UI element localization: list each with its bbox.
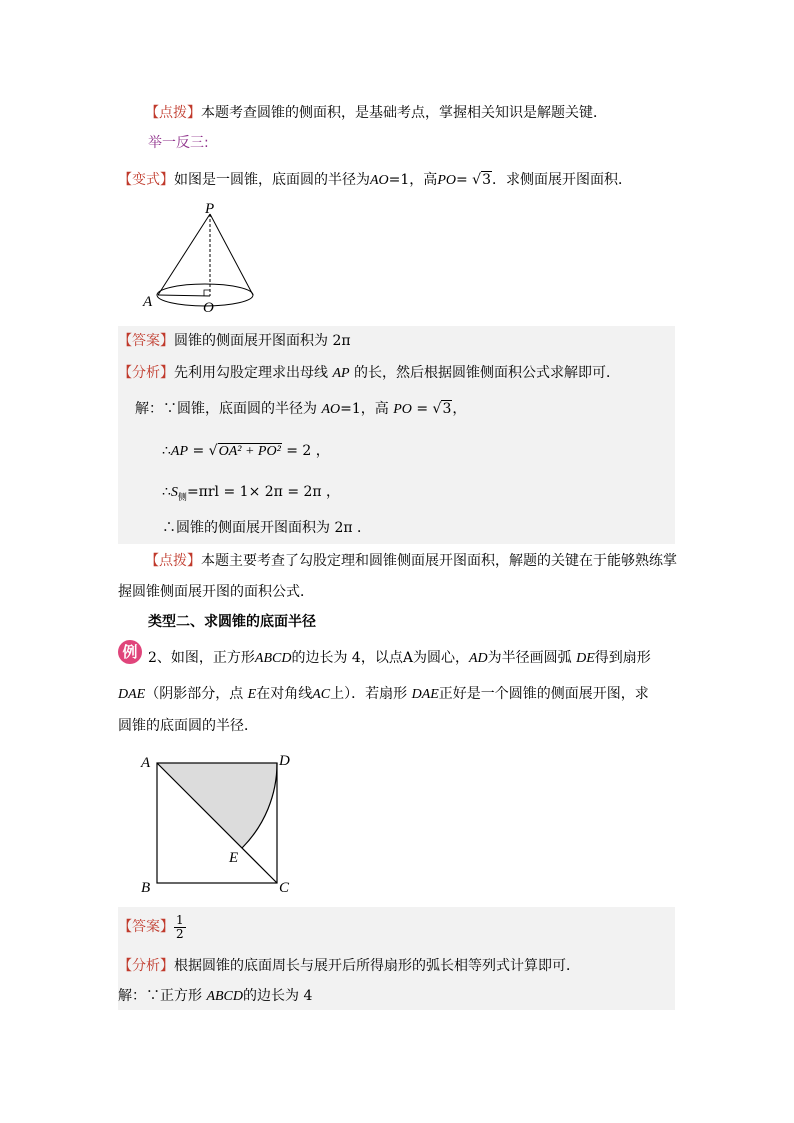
sol1-therefore-1: ∴ — [162, 443, 171, 459]
analysis-2 — [118, 956, 580, 976]
sol1-text-3b: =πrl = 1× 2π = 2π ， — [186, 484, 341, 500]
section-heading: 类型二、求圆锥的底面半径 — [148, 614, 316, 630]
tip-2-line-1 — [145, 551, 677, 571]
tip-2-text-1: 本题主要考查了勾股定理和圆锥侧面展开图面积，解题的关键在于能够熟练掌 — [201, 553, 677, 569]
fraction-numerator: 1 — [176, 912, 184, 927]
ex-ac: AC — [312, 687, 331, 702]
answer-2 — [118, 910, 186, 944]
cone-label-o: O — [203, 300, 214, 316]
ex-de: DE — [576, 651, 595, 666]
sq-label-b: B — [141, 880, 151, 896]
example-badge: 例 — [118, 640, 142, 664]
sol1-text-1d: ， — [452, 401, 467, 417]
example-line-1 — [148, 648, 651, 669]
ex-text-2b: 在对角线 — [256, 686, 313, 702]
answer-tag: 【答案】 — [118, 333, 174, 349]
ex-text-1c: 为半径画圆弧 — [487, 650, 577, 666]
variant-question: 【变式】如图是一圆锥，底面圆的半径为AO=1，高PO= √3．求侧面展开图面积． — [118, 172, 633, 188]
cone-label-a: A — [143, 294, 153, 310]
sq-label-a: A — [141, 755, 151, 771]
variant-text-4: ．求侧面展开图面积． — [492, 172, 633, 188]
analysis-ap: AP — [332, 366, 350, 381]
sol2-text-a: 解：∵正方形 — [118, 988, 207, 1004]
variant-text-1: 如图是一圆锥，底面圆的半径为 — [174, 172, 370, 188]
sol1-ap: AP — [170, 444, 189, 459]
tip-2-tag: 【点拨】 — [145, 553, 201, 569]
answer-1-text: 圆锥的侧面展开图面积为 2π — [174, 333, 351, 349]
variant-text-2: =1，高 — [388, 172, 438, 188]
solution-2 — [118, 986, 312, 1007]
sol2-abcd: ABCD — [206, 989, 244, 1004]
ex-dae-2: DAE — [411, 687, 439, 702]
ex-text-2a: （阴影部分，点 — [145, 686, 248, 702]
sol1-s: S — [170, 485, 178, 500]
square-figure — [135, 748, 305, 898]
var-ao: AO — [370, 173, 389, 188]
example-line-2 — [118, 684, 649, 705]
ex-abcd: ABCD — [254, 651, 292, 666]
sol1-text-1c: = — [411, 401, 433, 417]
sq-label-c: C — [279, 880, 290, 896]
sq-label-d: D — [279, 753, 290, 769]
sol1-text-2c: = 2 ， — [281, 443, 330, 459]
ex-text-1d: 得到扇形 — [594, 650, 651, 666]
ex-text-1a: 2、如图，正方形 — [148, 650, 255, 666]
sol1-text-1b: =1，高 — [340, 401, 394, 417]
variant-text-3: = — [455, 172, 473, 188]
sol1-text-1a: 解：∵圆锥，底面圆的半径为 — [135, 401, 322, 417]
tip-text: 本题考查圆锥的侧面积，是基础考点，掌握相关知识是解题关键． — [201, 105, 607, 121]
answer-2-tag: 【答案】 — [118, 919, 174, 935]
tip-1 — [145, 103, 607, 123]
ex-text-1b: 的边长为 4，以点A为圆心， — [291, 650, 469, 666]
sq-label-e: E — [229, 850, 239, 866]
answer1-shade — [118, 326, 675, 544]
practice-heading: 举一反三: — [148, 135, 209, 151]
analysis-2-tag: 【分析】 — [118, 958, 174, 974]
solution-1-line-4: ∴圆锥的侧面展开图面积为 2π ． — [162, 520, 372, 536]
tip-2-line-2: 握圆锥侧面展开图的面积公式． — [118, 584, 314, 600]
sol1-therefore-2: ∴ — [162, 484, 171, 500]
sol1-text-2b: = — [188, 443, 209, 459]
ex-dae: DAE — [118, 687, 146, 702]
cone-label-p: P — [205, 201, 215, 217]
fraction-denominator: 2 — [176, 926, 184, 941]
ex-ad: AD — [468, 651, 488, 666]
solution-1-line-1: 解：∵圆锥，底面圆的半径为 AO=1，高 PO = √3， — [135, 401, 467, 417]
sol2-text-b: 的边长为 4 — [243, 988, 313, 1004]
sol1-po: PO — [393, 402, 412, 417]
ex-e: E — [247, 687, 257, 702]
var-po: PO — [437, 173, 456, 188]
analysis-tag: 【分析】 — [118, 365, 174, 381]
sol1-sub: 侧 — [177, 492, 187, 503]
answer-1 — [118, 331, 351, 351]
analysis-2-text: 根据圆锥的底面周长与展开后所得扇形的弧长相等列式计算即可． — [174, 958, 580, 974]
analysis-1 — [118, 363, 620, 384]
tip-tag: 【点拨】 — [145, 105, 201, 121]
ex-text-2c: 上）．若扇形 — [330, 686, 412, 702]
solution-1-line-2: ∴AP = √OA² + PO² = 2 ， — [162, 443, 330, 459]
sol1-sqrt-expr: OA² + PO² — [218, 444, 281, 459]
sol1-sqrt3: 3 — [442, 401, 452, 417]
ex-text-2d: 正好是一个圆锥的侧面展开图，求 — [438, 686, 649, 702]
var-sqrt3: 3 — [482, 172, 492, 188]
solution-1-line-3 — [162, 482, 340, 508]
answer-2-fraction — [174, 914, 186, 941]
variant-tag: 【变式】 — [118, 172, 174, 188]
analysis-1-text-1: 先利用勾股定理求出母线 — [174, 365, 333, 381]
cone-figure — [135, 200, 275, 318]
analysis-1-text-2: 的长，然后根据圆锥侧面积公式求解即可． — [349, 365, 621, 381]
example-line-3: 圆锥的底面圆的半径． — [118, 718, 258, 734]
sol1-ao: AO — [321, 402, 341, 417]
